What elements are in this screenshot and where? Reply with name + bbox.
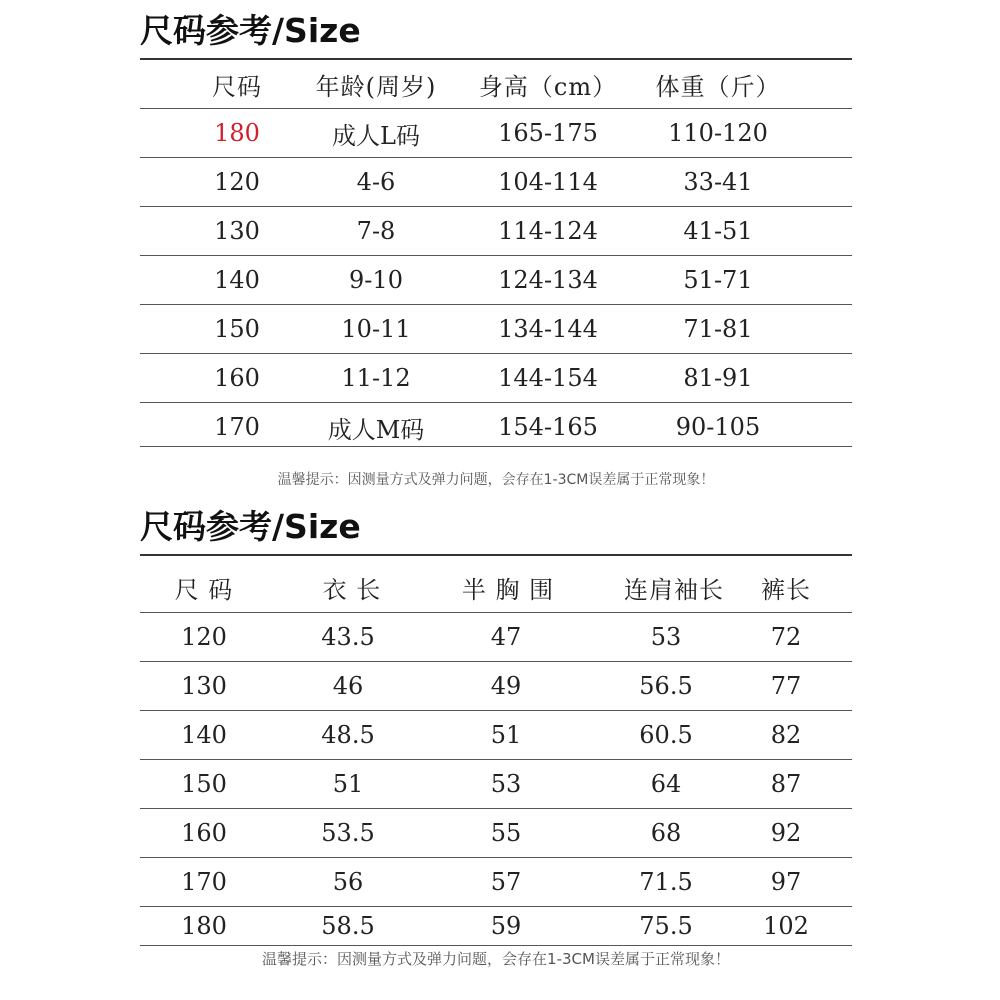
chest-cell: 55 <box>490 819 522 847</box>
chest-cell: 53 <box>490 770 522 798</box>
table-row <box>140 711 852 760</box>
length-cell: 46 <box>332 672 364 700</box>
weight-cell: 110-120 <box>668 119 768 147</box>
pants-cell: 102 <box>763 912 809 940</box>
chest-cell: 47 <box>490 623 522 651</box>
table-1-header-height: 身高（cm） <box>478 72 618 101</box>
sleeve-cell: 71.5 <box>639 868 693 896</box>
length-cell: 56 <box>332 868 364 896</box>
table-2-header-chest: 半 胸 围 <box>461 575 555 604</box>
table-2-header-length: 衣 长 <box>322 575 382 604</box>
pants-cell: 72 <box>770 623 802 651</box>
weight-cell: 90-105 <box>675 413 761 441</box>
height-cell: 124-134 <box>498 266 598 294</box>
table-2-header-sleeve: 连肩袖长 <box>624 575 724 604</box>
weight-cell: 41-51 <box>683 217 753 245</box>
size-table-2 <box>140 507 852 990</box>
table-row <box>140 662 852 711</box>
table-2-note: 温馨提示：因测量方式及弹力问题，会存在1-3CM误差属于正常现象！ <box>262 950 730 968</box>
table-2-header-row <box>140 562 852 613</box>
age-cell: 7-8 <box>356 217 396 245</box>
height-cell: 144-154 <box>498 364 598 392</box>
sleeve-cell: 68 <box>650 819 682 847</box>
table-1-note: 温馨提示：因测量方式及弹力问题，会存在1-3CM误差属于正常现象！ <box>277 472 715 488</box>
age-cell: 10-11 <box>341 315 411 343</box>
size-cell: 150 <box>181 770 227 798</box>
size-cell: 170 <box>214 413 260 441</box>
length-cell: 53.5 <box>321 819 375 847</box>
height-cell: 154-165 <box>498 413 598 441</box>
table-2-header-size: 尺 码 <box>174 575 234 604</box>
pants-cell: 77 <box>770 672 802 700</box>
chest-cell: 51 <box>490 721 522 749</box>
sleeve-cell: 64 <box>650 770 682 798</box>
pants-cell: 82 <box>770 721 802 749</box>
table-1-header-weight: 体重（斤） <box>655 72 781 101</box>
size-cell: 170 <box>181 868 227 896</box>
length-cell: 58.5 <box>321 912 375 940</box>
weight-cell: 71-81 <box>683 315 753 343</box>
size-cell: 140 <box>214 266 260 294</box>
sleeve-cell: 60.5 <box>639 721 693 749</box>
sleeve-cell: 75.5 <box>639 912 693 940</box>
pants-cell: 97 <box>770 868 802 896</box>
length-cell: 43.5 <box>321 623 375 651</box>
age-cell: 成人L码 <box>332 121 420 150</box>
table-row <box>140 256 852 305</box>
table-row <box>140 158 852 207</box>
size-cell: 160 <box>181 819 227 847</box>
table-1-header-size: 尺码 <box>212 72 262 101</box>
size-cell: 180 <box>214 119 260 147</box>
table-row <box>140 809 852 858</box>
size-cell: 160 <box>214 364 260 392</box>
table-row <box>140 305 852 354</box>
weight-cell: 51-71 <box>683 266 753 294</box>
table-2-top-rule <box>140 554 852 556</box>
weight-cell: 33-41 <box>683 168 753 196</box>
table-1-header-row <box>140 60 852 109</box>
table-row <box>140 207 852 256</box>
age-cell: 4-6 <box>356 168 396 196</box>
age-cell: 成人M码 <box>327 415 425 444</box>
pants-cell: 87 <box>770 770 802 798</box>
size-cell: 120 <box>181 623 227 651</box>
table-row <box>140 907 852 946</box>
sleeve-cell: 56.5 <box>639 672 693 700</box>
size-cell: 130 <box>214 217 260 245</box>
size-cell: 130 <box>181 672 227 700</box>
table-2-header-pants: 裤长 <box>761 575 811 604</box>
height-cell: 165-175 <box>498 119 598 147</box>
weight-cell: 81-91 <box>683 364 753 392</box>
height-cell: 104-114 <box>498 168 598 196</box>
age-cell: 9-10 <box>349 266 403 294</box>
size-cell: 150 <box>214 315 260 343</box>
length-cell: 48.5 <box>321 721 375 749</box>
age-cell: 11-12 <box>341 364 411 392</box>
table-row <box>140 403 852 451</box>
chest-cell: 57 <box>490 868 522 896</box>
length-cell: 51 <box>332 770 364 798</box>
size-cell: 120 <box>214 168 260 196</box>
table-2-title: 尺码参考/Size <box>140 507 361 546</box>
table-1-bottom-rule <box>140 446 852 447</box>
size-table-1 <box>140 11 852 494</box>
height-cell: 114-124 <box>498 217 598 245</box>
table-1-title: 尺码参考/Size <box>140 11 361 50</box>
table-row <box>140 109 852 158</box>
size-cell: 140 <box>181 721 227 749</box>
size-cell: 180 <box>181 912 227 940</box>
chest-cell: 49 <box>490 672 522 700</box>
pants-cell: 92 <box>770 819 802 847</box>
table-1-header-age: 年龄(周岁) <box>315 72 437 101</box>
table-row <box>140 760 852 809</box>
chest-cell: 59 <box>490 912 522 940</box>
sleeve-cell: 53 <box>650 623 682 651</box>
table-row <box>140 613 852 662</box>
height-cell: 134-144 <box>498 315 598 343</box>
table-row <box>140 858 852 907</box>
table-row <box>140 354 852 403</box>
